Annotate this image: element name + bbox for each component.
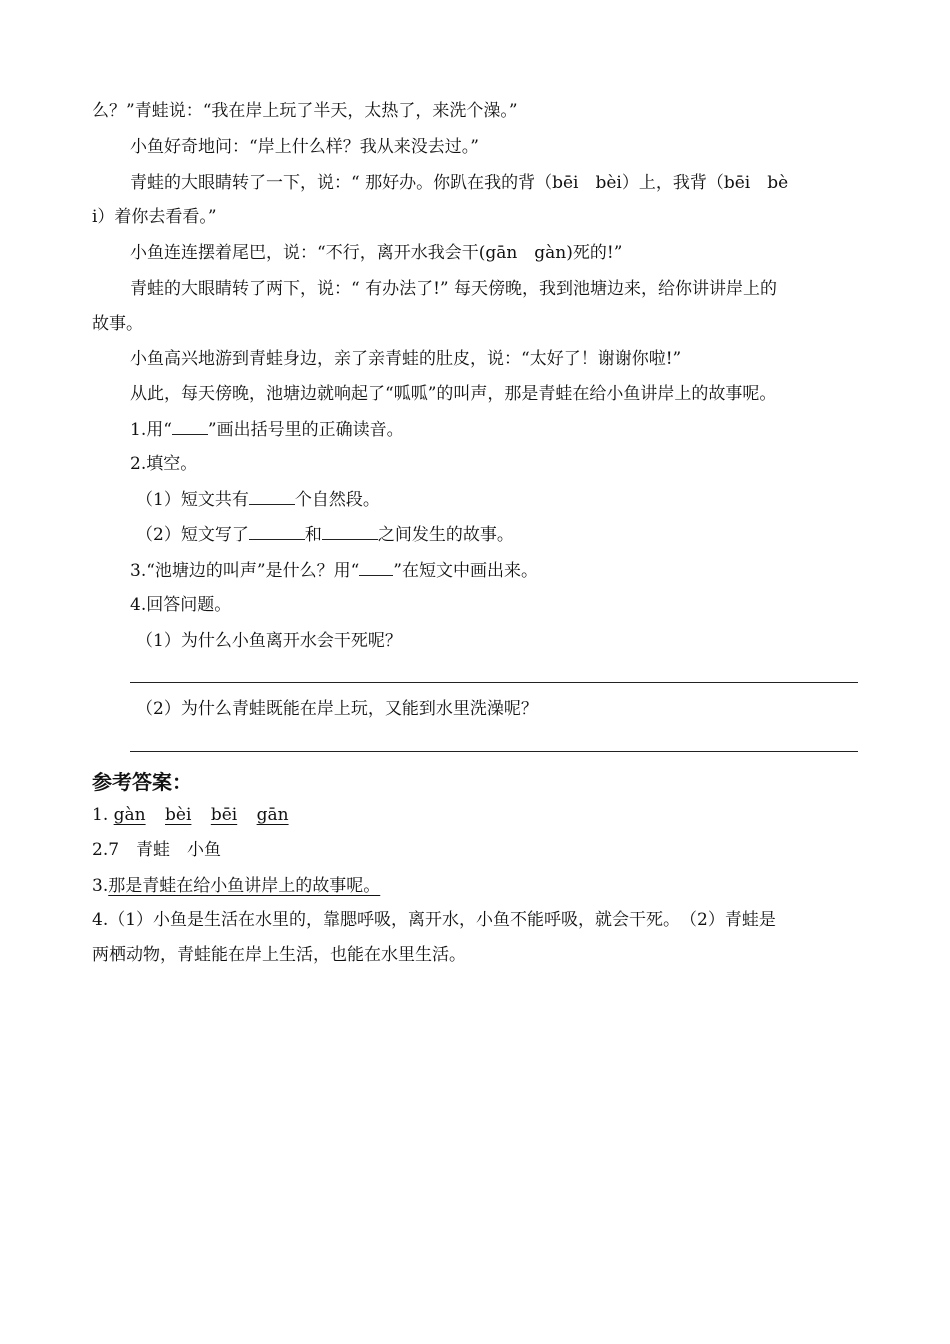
answer-2: 2.7 青蛙 小鱼	[92, 840, 222, 860]
fill-blank-paragraph-count[interactable]	[249, 486, 295, 505]
story-line-1: 么？”青蛙说：“我在岸上玩了半天，太热了，来洗个澡。”	[92, 101, 518, 121]
answer-4-line-2: 两栖动物，青蛙能在岸上生活，也能在水里生活。	[92, 945, 466, 965]
question-2-1: （1）短文共有 个自然段。	[136, 486, 380, 513]
question-2: 2.填空。	[130, 454, 198, 474]
answer-3-text: 那是青蛙在给小鱼讲岸上的故事呢。	[108, 876, 381, 896]
question-4-1: （1）为什么小鱼离开水会干死呢？	[136, 631, 402, 651]
story-line-6: 小鱼高兴地游到青蛙身边，亲了亲青蛙的肚皮，说：“太好了！谢谢你啦!”	[130, 349, 682, 369]
answer-line-4-2[interactable]	[130, 751, 858, 752]
story-line-7: 从此，每天傍晚，池塘边就响起了“呱呱”的叫声，那是青蛙在给小鱼讲岸上的故事呢。	[130, 384, 777, 404]
underline-sample	[359, 557, 393, 576]
answer-1-item: bēi	[210, 805, 238, 825]
answer-1-item: gān	[256, 805, 289, 825]
question-4-2: （2）为什么青蛙既能在岸上玩，又能到水里洗澡呢？	[136, 699, 538, 719]
fill-blank-character-2[interactable]	[322, 521, 378, 540]
answer-3: 3.那是青蛙在给小鱼讲岸上的故事呢。	[92, 876, 381, 896]
question-3: 3.“池塘边的叫声”是什么？用“ ”在短文中画出来。	[130, 557, 538, 584]
story-line-3-cont: i）着你去看看。”	[92, 207, 217, 227]
answer-4-line-1: 4.（1）小鱼是生活在水里的，靠腮呼吸，离开水，小鱼不能呼吸，就会干死。 （2）青蛙是	[92, 910, 776, 930]
story-line-4: 小鱼连连摆着尾巴，说：“不行，离开水我会干(gān gàn)死的!”	[130, 243, 623, 263]
question-2-2: （2）短文写了 和 之间发生的故事。	[136, 521, 514, 548]
question-4: 4.回答问题。	[130, 595, 232, 615]
answer-1-item: bèi	[165, 805, 192, 825]
answer-key-heading: 参考答案：	[92, 770, 192, 794]
story-line-3: 青蛙的大眼睛转了一下，说：“ 那好办。你趴在我的背（bēi bèi）上，我背（bēi bè	[130, 173, 789, 193]
answer-1-item: gàn	[113, 805, 146, 825]
story-line-5: 青蛙的大眼睛转了两下，说：“ 有办法了!” 每天傍晚，我到池塘边来，给你讲讲岸上的	[130, 279, 778, 299]
story-line-2: 小鱼好奇地问：“岸上什么样？我从来没去过。”	[130, 137, 479, 157]
fill-blank-character-1[interactable]	[249, 521, 305, 540]
answer-1: 1. gàn bèi bēi gān	[92, 805, 289, 825]
question-1: 1.用“ ”画出括号里的正确读音。	[130, 416, 404, 443]
underline-sample	[172, 416, 208, 435]
answer-line-4-1[interactable]	[130, 682, 858, 683]
story-line-5-cont: 故事。	[92, 314, 143, 334]
